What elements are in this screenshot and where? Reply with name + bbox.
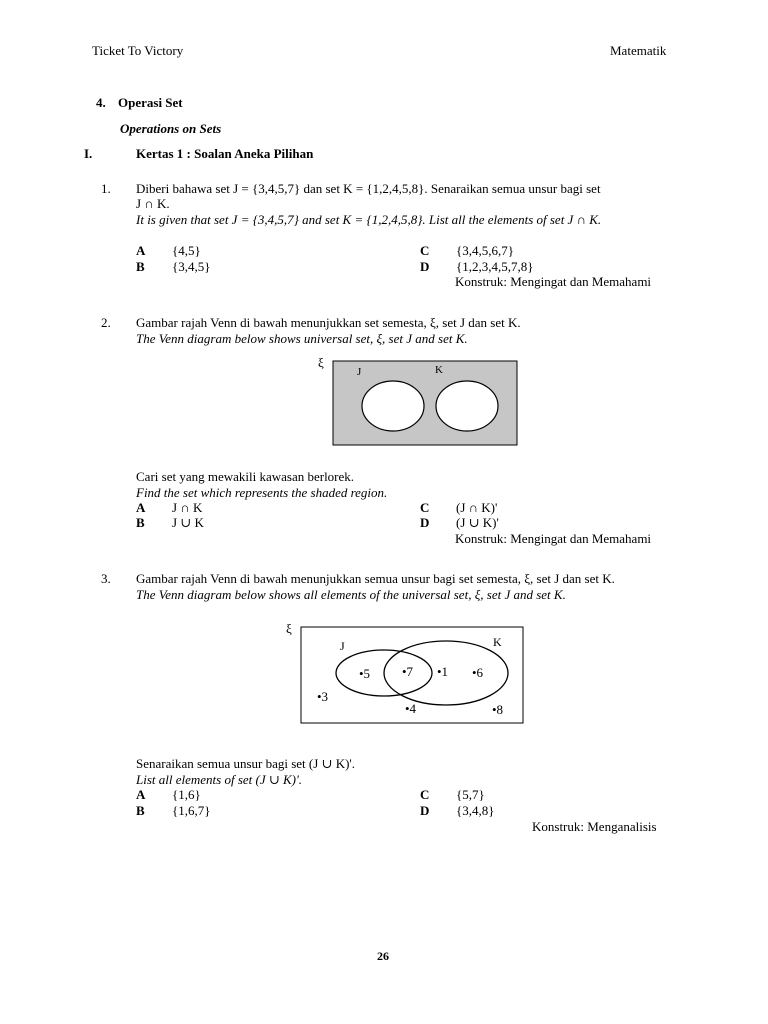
q3-set-k-label: K bbox=[493, 635, 502, 649]
q3-prompt: Senaraikan semua unsur bagi set (J ∪ K)'. bbox=[136, 756, 356, 771]
q3-option-a-letter: A bbox=[136, 787, 146, 802]
q2-construct: Konstruk: Mengingat dan Memahami bbox=[455, 531, 652, 546]
q1-option-a-letter: A bbox=[136, 243, 146, 258]
q2-venn-diagram bbox=[310, 350, 530, 450]
q2-text-line1: Gambar rajah Venn di bawah menunjukkan set semesta, ξ, set J dan set K. bbox=[136, 315, 521, 330]
q1-number: 1. bbox=[101, 181, 111, 196]
q3-english: The Venn diagram below shows all elements of the universal set, ξ, set J and set K. bbox=[136, 587, 566, 602]
q1-text-line2: J ∩ K. bbox=[136, 196, 170, 211]
q3-number: 3. bbox=[101, 571, 111, 586]
q3-option-d-text: {3,4,8} bbox=[456, 803, 495, 818]
q2-set-j-circle bbox=[362, 381, 424, 431]
q2-option-a-letter: A bbox=[136, 500, 146, 515]
q3-element-1: •1 bbox=[437, 664, 449, 679]
q2-set-j-label: J bbox=[357, 366, 362, 378]
q3-element-6: •6 bbox=[472, 665, 484, 680]
part-title: Kertas 1 : Soalan Aneka Pilihan bbox=[136, 146, 314, 161]
q2-option-b-letter: B bbox=[136, 515, 145, 530]
section-subtitle: Operations on Sets bbox=[120, 121, 222, 136]
q2-option-b-text: J ∪ K bbox=[172, 515, 204, 530]
q2-number: 2. bbox=[101, 315, 111, 330]
section-title: Operasi Set bbox=[118, 95, 183, 110]
q3-venn-diagram bbox=[280, 615, 540, 730]
q2-english: The Venn diagram below shows universal set, ξ, set J and set K. bbox=[136, 331, 468, 346]
q3-element-4: •4 bbox=[405, 701, 417, 716]
q1-option-b-letter: B bbox=[136, 259, 145, 274]
q1-text-line1: Diberi bahawa set J = {3,4,5,7} dan set K = {1,2,4,5,8}. Senaraikan semua unsur bagi set bbox=[136, 181, 601, 196]
q2-set-k-label: K bbox=[435, 364, 443, 376]
q3-option-c-letter: C bbox=[420, 787, 430, 802]
q2-set-k-circle bbox=[436, 381, 498, 431]
q2-option-d-letter: D bbox=[420, 515, 430, 530]
q3-element-7: •7 bbox=[402, 664, 414, 679]
q3-element-5: •5 bbox=[359, 666, 371, 681]
q2-prompt-english: Find the set which represents the shaded region. bbox=[136, 485, 388, 500]
part-number: I. bbox=[84, 146, 93, 161]
q3-option-c-text: {5,7} bbox=[456, 787, 485, 802]
q3-prompt-english: List all elements of set (J ∪ K)'. bbox=[136, 772, 303, 787]
q3-construct: Konstruk: Menganalisis bbox=[532, 819, 657, 834]
q1-option-c-letter: C bbox=[420, 243, 430, 258]
q1-option-a-text: {4,5} bbox=[172, 243, 201, 258]
q1-construct: Konstruk: Mengingat dan Memahami bbox=[455, 274, 652, 289]
q1-option-c-text: {3,4,5,6,7} bbox=[456, 243, 514, 258]
q3-set-j-label: J bbox=[340, 639, 345, 653]
q1-english: It is given that set J = {3,4,5,7} and set K = {1,2,4,5,8}. List all the elements of set J ∩ K. bbox=[136, 212, 602, 227]
q2-universal-label: ξ bbox=[318, 355, 324, 370]
q2-option-d-text: (J ∪ K)' bbox=[456, 515, 499, 530]
header-left: Ticket To Victory bbox=[92, 43, 184, 58]
q3-element-3: •3 bbox=[317, 689, 329, 704]
q1-option-d-text: {1,2,3,4,5,7,8} bbox=[456, 259, 534, 274]
q2-option-a-text: J ∩ K bbox=[172, 500, 203, 515]
page-number: 26 bbox=[377, 949, 389, 963]
section-number: 4. bbox=[96, 95, 106, 110]
q3-text-line1: Gambar rajah Venn di bawah menunjukkan semua unsur bagi set semesta, ξ, set J dan set K. bbox=[136, 571, 615, 586]
q3-option-b-letter: B bbox=[136, 803, 145, 818]
q2-option-c-text: (J ∩ K)' bbox=[456, 500, 498, 515]
q3-option-b-text: {1,6,7} bbox=[172, 803, 211, 818]
q3-option-d-letter: D bbox=[420, 803, 430, 818]
q2-prompt: Cari set yang mewakili kawasan berlorek. bbox=[136, 469, 355, 484]
q3-universal-label: ξ bbox=[286, 621, 292, 636]
q2-option-c-letter: C bbox=[420, 500, 430, 515]
q3-option-a-text: {1,6} bbox=[172, 787, 201, 802]
q1-option-b-text: {3,4,5} bbox=[172, 259, 211, 274]
header-right: Matematik bbox=[610, 43, 667, 58]
q3-element-8: •8 bbox=[492, 702, 504, 717]
q1-option-d-letter: D bbox=[420, 259, 430, 274]
